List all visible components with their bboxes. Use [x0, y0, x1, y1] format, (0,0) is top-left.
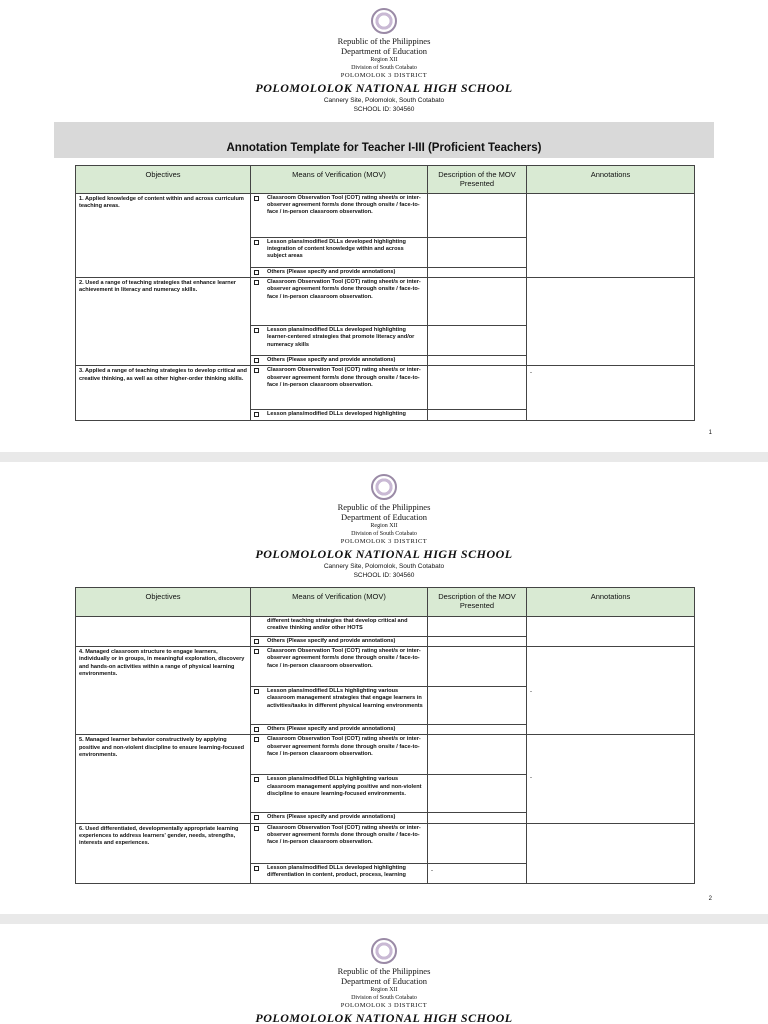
mov-cell: Others (Please specify and provide annotations) [251, 813, 428, 823]
col-objectives: Objectives [76, 588, 251, 617]
col-mov: Means of Verification (MOV) [251, 166, 428, 194]
description-cell[interactable] [428, 268, 527, 278]
republic-line: Republic of the Philippines [337, 502, 431, 512]
description-cell[interactable] [428, 617, 527, 637]
description-cell[interactable] [428, 735, 527, 775]
table-row [76, 366, 695, 410]
table-row [76, 194, 695, 238]
description-cell[interactable] [428, 410, 527, 420]
checkbox-icon[interactable] [254, 270, 259, 275]
mov-cell: Classroom Observation Tool (COT) rating sheet/s or inter-observer agreement form/s done through onsite / face-to-face / in-person classroom observation. [251, 647, 428, 687]
annotation-cell[interactable] [527, 823, 695, 883]
description-cell[interactable] [428, 238, 527, 268]
document-title: Annotation Template for Teacher I-III (Proficient Teachers) [226, 142, 542, 154]
description-cell[interactable]: - [428, 863, 527, 883]
checkbox-icon[interactable] [254, 815, 259, 820]
department-line: Department of Education [341, 512, 427, 522]
description-cell[interactable] [428, 775, 527, 813]
school-address: Cannery Site, Polomolok, South Cotabato [323, 97, 445, 104]
description-cell[interactable] [428, 687, 527, 725]
division-line: Division of South Cotabato [351, 65, 417, 71]
objective-cell: 2. Used a range of teaching strategies that enhance learner achievement in literacy and numeracy skills. [76, 278, 251, 366]
checkbox-icon[interactable] [254, 649, 259, 654]
description-cell[interactable] [428, 366, 527, 410]
mov-cell: Others (Please specify and provide annotations) [251, 356, 428, 366]
letterhead [0, 8, 768, 114]
district-line: POLOMOLOK 3 DISTRICT [340, 1002, 428, 1009]
objective-cell: 4. Managed classroom structure to engage learners, individually or in groups, in meaningful exploration, discovery and hands-on activities within a range of physical learning environments. [76, 647, 251, 735]
deped-seal-icon [371, 8, 397, 34]
mov-cell: Others (Please specify and provide annotations) [251, 725, 428, 735]
mov-cell: different teaching strategies that develop critical and creative thinking and/or other HOTS [251, 617, 428, 637]
annotation-cell[interactable]: - [527, 735, 695, 823]
objective-cell: 3. Applied a range of teaching strategies to develop critical and creative thinking, as well as other higher-order thinking skills. [76, 366, 251, 420]
letterhead [0, 474, 768, 580]
objective-cell: 5. Managed learner behavior constructively by applying positive and non-violent discipline to ensure learning-focused environments. [76, 735, 251, 823]
table-row [76, 278, 695, 326]
checkbox-icon[interactable] [254, 866, 259, 871]
school-name: POLOMOLOLOK NATIONAL HIGH SCHOOL [255, 547, 513, 561]
col-description: Description of the MOV Presented [428, 166, 527, 194]
republic-line: Republic of the Philippines [337, 966, 431, 976]
table-row [76, 735, 695, 775]
checkbox-icon[interactable] [254, 240, 259, 245]
col-objectives: Objectives [76, 166, 251, 194]
checkbox-icon[interactable] [254, 689, 259, 694]
mov-cell: Lesson plans/modified DLLs developed highlighting learner-centered strategies that promote literacy and/or numeracy skills [251, 326, 428, 356]
col-description: Description of the MOV Presented [428, 588, 527, 617]
mov-cell: Lesson plans/modified DLLs developed highlighting integration of content knowledge within and across subject areas [251, 238, 428, 268]
region-line: Region XII [370, 523, 398, 529]
checkbox-icon[interactable] [254, 412, 259, 417]
objective-cell [76, 617, 251, 647]
republic-line: Republic of the Philippines [337, 36, 431, 46]
title-band [54, 122, 714, 158]
checkbox-icon[interactable] [254, 826, 259, 831]
checkbox-icon[interactable] [254, 737, 259, 742]
division-line: Division of South Cotabato [351, 531, 417, 537]
checkbox-icon[interactable] [254, 280, 259, 285]
checkbox-icon[interactable] [254, 328, 259, 333]
table-row [76, 823, 695, 863]
annotation-cell[interactable]: - [527, 647, 695, 735]
mov-cell: Classroom Observation Tool (COT) rating sheet/s or inter-observer agreement form/s done through onsite / face-to-face / in-person classroom observation. [251, 823, 428, 863]
checkbox-icon[interactable] [254, 727, 259, 732]
col-annotations: Annotations [527, 166, 695, 194]
deped-seal-icon [371, 474, 397, 500]
table-row [76, 647, 695, 687]
table-row [76, 617, 695, 637]
objective-cell: 1. Applied knowledge of content within and across curriculum teaching areas. [76, 194, 251, 278]
description-cell[interactable] [428, 326, 527, 356]
deped-seal-icon [371, 938, 397, 964]
mov-cell: Lesson plans/modified DLLs highlighting various classroom management applying positive and non-violent discipline to ensure learning-focused environments. [251, 775, 428, 813]
school-address: Cannery Site, Polomolok, South Cotabato [323, 563, 445, 570]
checkbox-icon[interactable] [254, 358, 259, 363]
school-name: POLOMOLOLOK NATIONAL HIGH SCHOOL [255, 1011, 513, 1024]
district-line: POLOMOLOK 3 DISTRICT [340, 538, 428, 545]
annotation-cell[interactable] [527, 278, 695, 366]
division-line: Division of South Cotabato [351, 995, 417, 1001]
annotation-cell[interactable] [527, 617, 695, 647]
mov-cell: Classroom Observation Tool (COT) rating sheet/s or inter-observer agreement form/s done through onsite / face-to-face / in-person classroom observation. [251, 366, 428, 410]
description-cell[interactable] [428, 356, 527, 366]
page-number: 1 [708, 430, 712, 436]
mov-cell: Lesson plans/modified DLLs developed highlighting differentiation in content, product, process, learning [251, 863, 428, 883]
objective-cell: 6. Used differentiated, developmentally appropriate learning experiences to address learners' gender, needs, strengths, interests and experiences. [76, 823, 251, 883]
description-cell[interactable] [428, 823, 527, 863]
letterhead [0, 938, 768, 1024]
region-line: Region XII [370, 57, 398, 63]
mov-cell: Lesson plans/modified DLLs developed highlighting [251, 410, 428, 420]
document-page-1 [0, 0, 768, 452]
document-page-2 [0, 462, 768, 914]
checkbox-icon[interactable] [254, 639, 259, 644]
mov-cell: Others (Please specify and provide annotations) [251, 268, 428, 278]
description-cell[interactable] [428, 725, 527, 735]
checkbox-icon[interactable] [254, 196, 259, 201]
annotation-table [75, 165, 695, 421]
document-page-3 [0, 924, 768, 1024]
mov-cell: Classroom Observation Tool (COT) rating sheet/s or inter-observer agreement form/s done through onsite / face-to-face / in-person classroom observation. [251, 278, 428, 326]
page-number: 2 [708, 896, 712, 902]
description-cell[interactable] [428, 194, 527, 238]
annotation-table [75, 587, 695, 884]
checkbox-icon[interactable] [254, 368, 259, 373]
annotation-cell[interactable] [527, 194, 695, 278]
mov-cell: Classroom Observation Tool (COT) rating sheet/s or inter-observer agreement form/s done through onsite / face-to-face / in-person classroom observation. [251, 194, 428, 238]
description-cell[interactable] [428, 647, 527, 687]
department-line: Department of Education [341, 46, 427, 56]
mov-cell: Lesson plans/modified DLLs highlighting various classroom management strategies that engage learners in activities/tasks in different physical learning environments [251, 687, 428, 725]
mov-cell: Classroom Observation Tool (COT) rating sheet/s or inter-observer agreement form/s done through onsite / face-to-face / in-person classroom observation. [251, 735, 428, 775]
description-cell[interactable] [428, 278, 527, 326]
school-name: POLOMOLOLOK NATIONAL HIGH SCHOOL [255, 81, 513, 95]
mov-cell: Others (Please specify and provide annotations) [251, 637, 428, 647]
district-line: POLOMOLOK 3 DISTRICT [340, 72, 428, 79]
col-annotations: Annotations [527, 588, 695, 617]
department-line: Department of Education [341, 976, 427, 986]
col-mov: Means of Verification (MOV) [251, 588, 428, 617]
school-id: SCHOOL ID: 304560 [353, 572, 415, 579]
annotation-cell[interactable]: - [527, 366, 695, 420]
school-id: SCHOOL ID: 304560 [353, 106, 415, 113]
description-cell[interactable] [428, 813, 527, 823]
checkbox-icon[interactable] [254, 777, 259, 782]
description-cell[interactable] [428, 637, 527, 647]
region-line: Region XII [370, 987, 398, 993]
